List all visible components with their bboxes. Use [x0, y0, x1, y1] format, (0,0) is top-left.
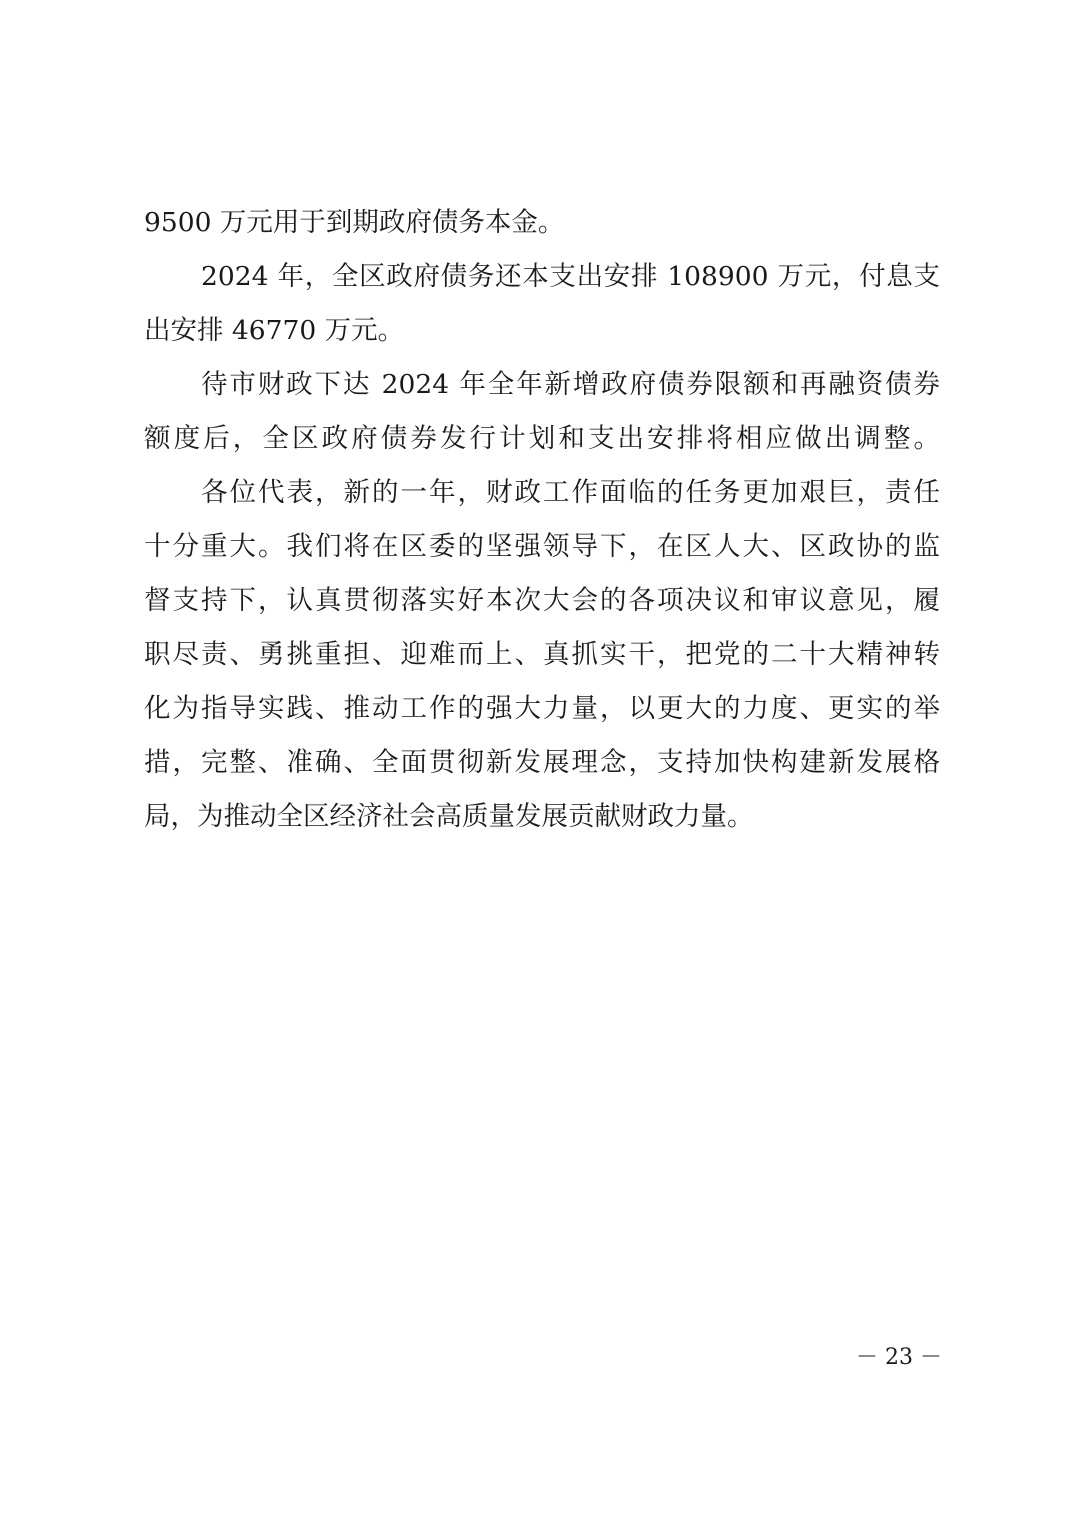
text-line: 2024 年，全区政府债务还本支出安排 108900 万元，付息支: [201, 261, 940, 292]
text-line: 出安排 46770 万元。: [144, 315, 405, 346]
text-line: 十分重大。我们将在区委的坚强领导下，在区人大、区政协的监: [144, 531, 940, 562]
text-line: 待市财政下达 2024 年全年新增政府债券限额和再融资债券: [201, 369, 940, 400]
body-text: [144, 196, 940, 844]
text-line: 额度后，全区政府债券发行计划和支出安排将相应做出调整。: [144, 423, 940, 454]
text-line: 职尽责、勇挑重担、迎难而上、真抓实干，把党的二十大精神转: [144, 639, 940, 670]
text-line: 措，完整、准确、全面贯彻新发展理念，支持加快构建新发展格: [144, 747, 940, 778]
text-line: 局，为推动全区经济社会高质量发展贡献财政力量。: [144, 801, 754, 832]
text-line: 各位代表，新的一年，财政工作面临的任务更加艰巨，责任: [201, 477, 940, 508]
text-line: 化为指导实践、推动工作的强大力量，以更大的力度、更实的举: [144, 693, 940, 724]
text-line: 督支持下，认真贯彻落实好本次大会的各项决议和审议意见，履: [144, 585, 940, 616]
text-line: 9500 万元用于到期政府债务本金。: [144, 207, 565, 238]
page-number: － 23 －: [856, 1345, 942, 1370]
